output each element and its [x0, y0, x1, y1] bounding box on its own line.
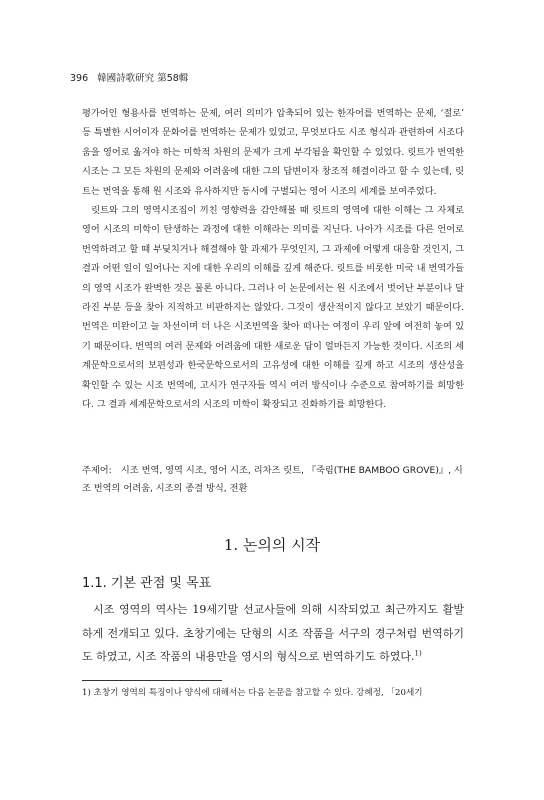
page-number: 396 [70, 73, 89, 84]
body-paragraph-text: 시조 영역의 역사는 19세기말 선교사들에 의해 시작되었고 최근까지도 활발하게 전개되고 있다. 초창기에는 단형의 시조 작품을 서구의 경구처럼 번역하기도 하였고, 시조 작품의 내용만을 영시의 형식으로 번역하기도 하였다. [82, 603, 464, 663]
subsection-title: 1.1. 기본 관점 및 목표 [82, 576, 212, 591]
footnote-divider [82, 680, 222, 681]
section-title: 1. 논의의 시작 [223, 536, 321, 554]
abstract-paragraph-1: 평가어인 형용사를 번역하는 문제, 여러 의미가 압축되어 있는 한자어를 번역하는 문제, ‘절로’ 등 특별한 시어이자 문화어를 번역하는 문제가 있었고, 무엇보다도 시조 형식과 관련하여 시조다움을 영어로 옮겨야 하는 미학적 차원의 문제가 크게 부각됨을 확인할 수 있었다. 릿트가 번역한 시조는 그 모든 차원의 문제와 어려움에 대한 그의 답변이자 창조적 해결이라고 할 수 있는데, 릿트는 번역을 통해 원 시조와 유사하지만 동시에 구별되는 영어 시조의 세계를 보여주었다. [82, 108, 464, 197]
keywords-text: 시조 번역, 영역 시조, 영어 시조, 리차즈 릿트, 『죽림(THE BAMBOO GROVE)』, 시조 번역의 어려움, 시조의 종결 방식, 전환 [82, 465, 463, 494]
abstract-paragraph-2: 릿트와 그의 영역시조집이 끼친 영향력을 감안해볼 때 릿트의 영역에 대한 이해는 그 자체로 영어 시조의 미학이 탄생하는 과정에 대한 이해라는 의미를 지닌다. 나아가 시조를 다른 언어로 번역하려고 할 때 부딪치거나 해결해야 할 과제가 무엇인지, 그 과제에 어떻게 대응할 것인지, 그 결과 어떤 일이 일어나는 지에 대한 우리의 이해를 깊게 해준다. 릿트를 비롯한 미국 내 번역가들의 영역 시조가 완벽한 것은 물론 아니다. 그러나 이 논문에서는 원 시조에서 벗어난 부분이나 달라진 부분 등을 찾아 지적하고 비판하지는 않았다. 그것이 생산적이지 않다고 보았기 때문이다. 번역은 미완이고 늘 차선이며 더 나은 시조번역을 찾아 떠나는 여정이 우리 앞에 여전히 놓여 있기 때문이다. 번역의 여러 문제와 어려움에 대한 새로운 답이 얼마든지 가능한 것이다. 시조의 세계문학으로서의 보편성과 한국문학으로서의 고유성에 대한 이해를 깊게 하고 시조의 생산성을 확인할 수 있는 시조 번역에, 고시가 연구자들 역시 여러 방식이나 수준으로 참여하기를 희망한다. 그 결과 세계문학으로서의 시조의 미학이 확장되고 진화하기를 희망한다. [82, 205, 464, 411]
body-paragraph [82, 598, 464, 669]
running-header [70, 70, 188, 84]
footnote-reference[interactable]: 1) [414, 649, 422, 658]
footnote: 1) 초창기 영역의 특징이나 양식에 대해서는 다음 논문을 참고할 수 있다. 강혜정, 「20세기 [82, 688, 423, 698]
journal-title: 韓國詩歌研究 第58輯 [97, 73, 189, 84]
keywords [82, 462, 464, 498]
keywords-label: 주제어: [82, 465, 112, 476]
abstract-text [82, 104, 464, 415]
